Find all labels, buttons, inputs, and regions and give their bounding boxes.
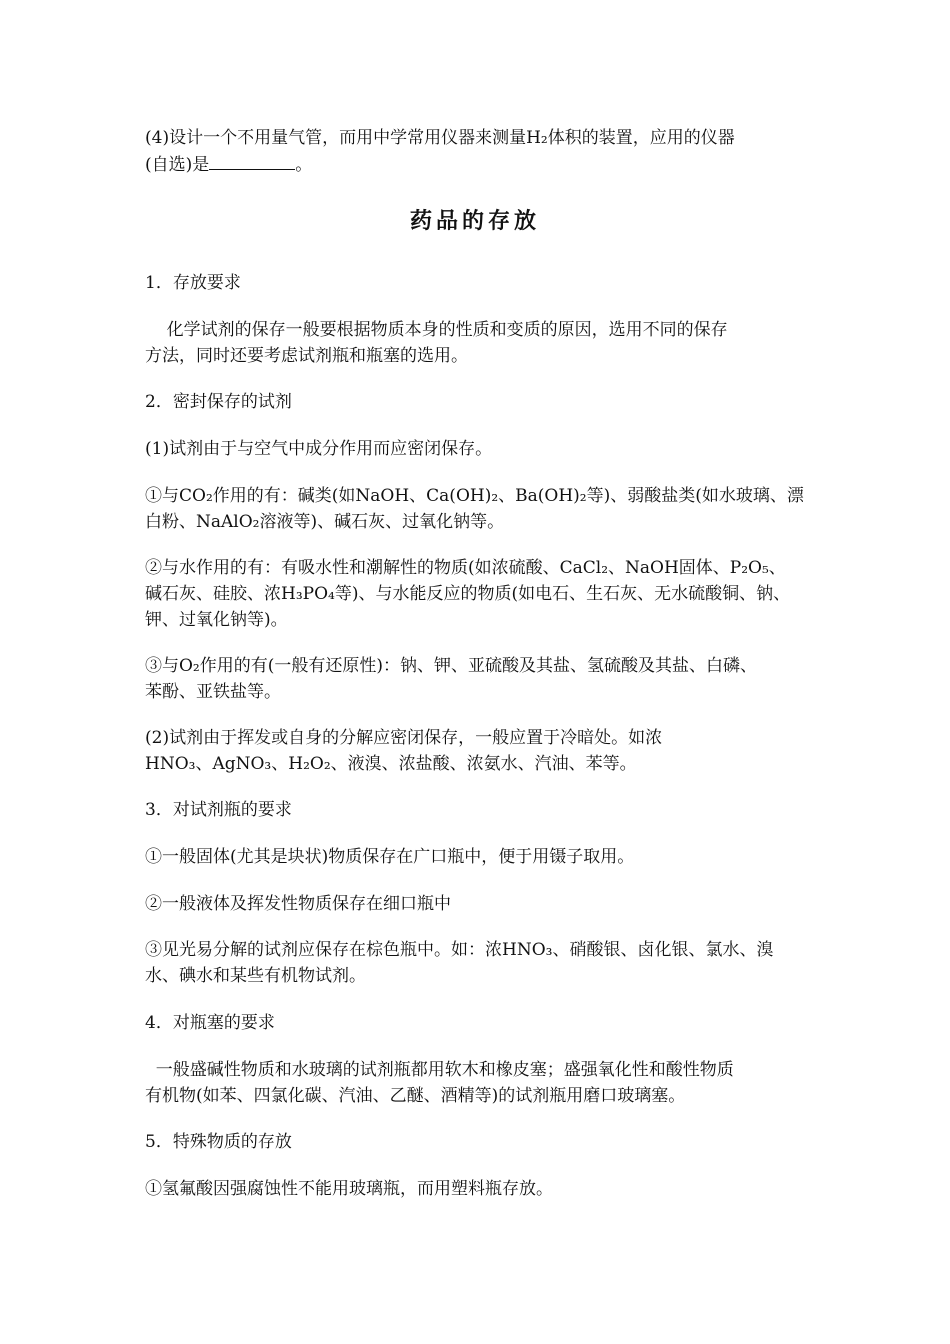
item-3-1: ①一般固体(尤其是块状)物质保存在广口瓶中，便于用镊子取用。 — [145, 847, 635, 867]
para-1-line-1: 化学试剂的保存一般要根据物质本身的性质和变质的原因，选用不同的保存 — [145, 320, 728, 340]
item-5-1: ①氢氟酸因强腐蚀性不能用玻璃瓶，而用塑料瓶存放。 — [145, 1179, 553, 1199]
item-2-2-line-2: 碱石灰、硅胶、浓H₃PO₄等)、与水能反应的物质(如电石、生石灰、无水硫酸铜、钠、 — [145, 584, 791, 604]
heading-4: 4．对瓶塞的要求 — [145, 1013, 275, 1033]
question-4-suffix: 。 — [295, 155, 313, 175]
answer-blank — [209, 154, 295, 170]
heading-5: 5．特殊物质的存放 — [145, 1132, 292, 1152]
item-3-3-line-2: 水、碘水和某些有机物试剂。 — [145, 966, 366, 986]
subheading-2-1: (1)试剂由于与空气中成分作用而应密闭保存。 — [145, 439, 493, 459]
question-4-line-2 — [145, 153, 810, 177]
para-4-line-2: 有机物(如苯、四氯化碳、汽油、乙醚、酒精等)的试剂瓶用磨口玻璃塞。 — [145, 1086, 686, 1106]
item-2-2-line-3: 钾、过氧化钠等)。 — [145, 610, 288, 630]
item-2-1-line-2: 白粉、NaAlO₂溶液等)、碱石灰、过氧化钠等。 — [145, 512, 505, 532]
item-2-3-line-2: 苯酚、亚铁盐等。 — [145, 682, 281, 702]
question-4-prefix: (自选)是 — [145, 155, 210, 175]
item-2-1-line-1: ①与CO₂作用的有：碱类(如NaOH、Ca(OH)₂、Ba(OH)₂等)、弱酸盐类(如水玻璃、漂 — [145, 486, 804, 506]
item-2-2-line-1: ②与水作用的有：有吸水性和潮解性的物质(如浓硫酸、CaCl₂、NaOH固体、P₂O₅、 — [145, 558, 786, 578]
item-3-3-line-1: ③见光易分解的试剂应保存在棕色瓶中。如：浓HNO₃、硝酸银、卤化银、氯水、溴 — [145, 940, 774, 960]
item-3-2: ②一般液体及挥发性物质保存在细口瓶中 — [145, 894, 451, 914]
subheading-2-2-line-2: HNO₃、AgNO₃、H₂O₂、液溴、浓盐酸、浓氨水、汽油、苯等。 — [145, 754, 637, 774]
heading-3: 3．对试剂瓶的要求 — [145, 800, 292, 820]
heading-1: 1．存放要求 — [145, 273, 241, 293]
section-title: 药品的存放 — [409, 208, 540, 234]
item-2-3-line-1: ③与O₂作用的有(一般有还原性)：钠、钾、亚硫酸及其盐、氢硫酸及其盐、白磷、 — [145, 656, 758, 676]
para-4-line-1: 一般盛碱性物质和水玻璃的试剂瓶都用软木和橡皮塞；盛强氧化性和酸性物质 — [145, 1060, 734, 1080]
subheading-2-2-line-1: (2)试剂由于挥发或自身的分解应密闭保存，一般应置于冷暗处。如浓 — [145, 728, 663, 748]
question-4-line-1: (4)设计一个不用量气管，而用中学常用仪器来测量H₂体积的装置，应用的仪器 — [145, 128, 735, 148]
para-1-line-2: 方法，同时还要考虑试剂瓶和瓶塞的选用。 — [145, 346, 468, 366]
heading-2: 2．密封保存的试剂 — [145, 392, 292, 412]
